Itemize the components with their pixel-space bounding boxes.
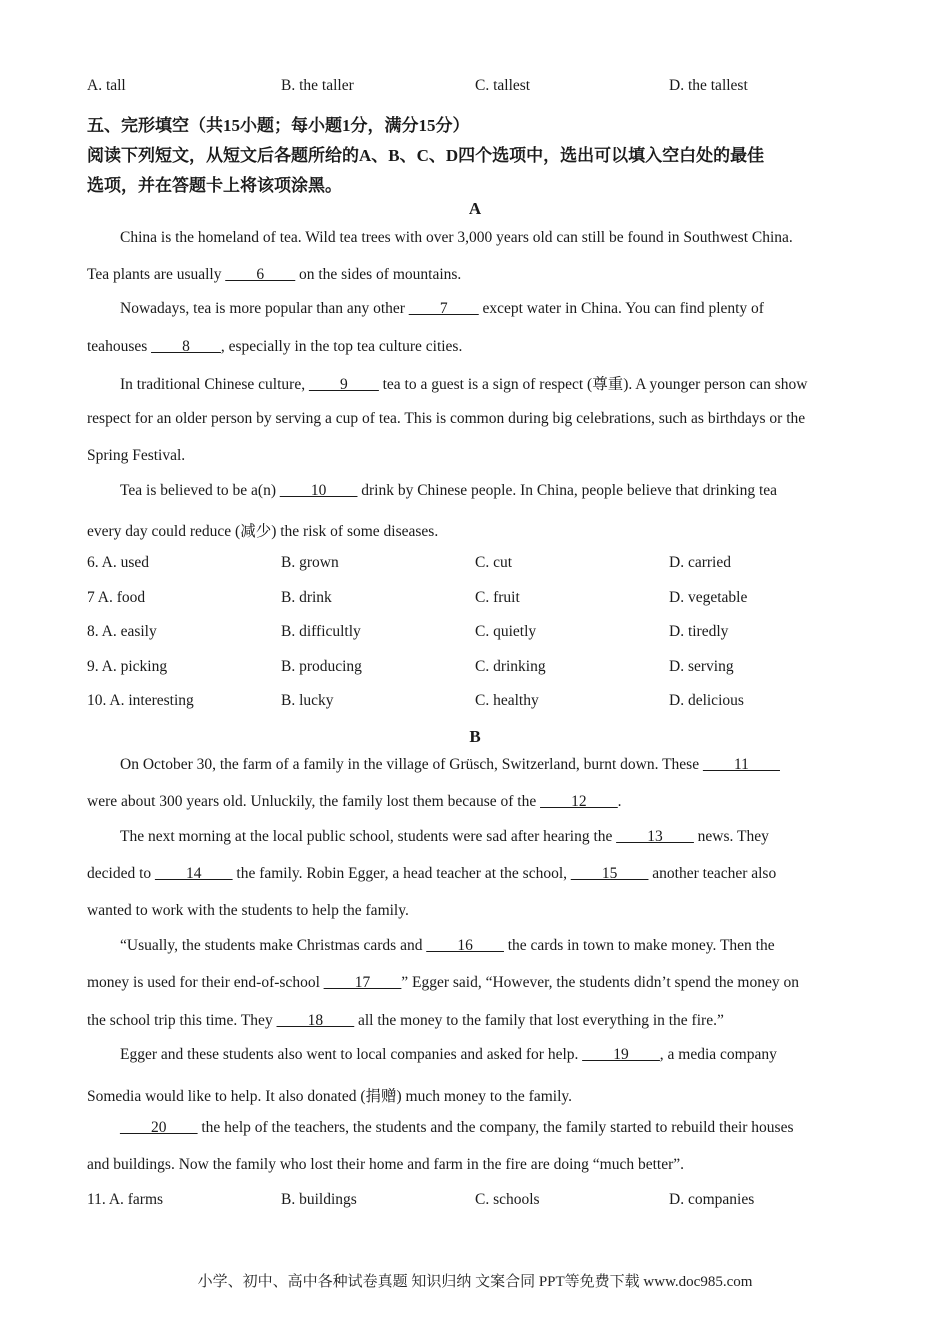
- option-a: 9. A. picking: [87, 658, 168, 675]
- question-7-options: [87, 589, 887, 611]
- passage-b-line-2: were about 300 years old. Unluckily, the family lost them because of the ____12____.: [87, 793, 622, 810]
- option-a: 6. A. used: [87, 554, 149, 571]
- question-8-options: [87, 623, 887, 645]
- blank-9: ____9____: [308, 376, 379, 393]
- question-6-options: [87, 554, 887, 576]
- option-c: C. tallest: [475, 77, 531, 94]
- passage-a-label: A: [468, 199, 482, 218]
- passage-b-line-7: money is used for their end-of-school ____17____” Egger said, “However, the students didn’t spend the money on: [87, 974, 799, 991]
- blank-12: ____12____: [540, 793, 618, 810]
- option-b: B. difficultly: [281, 623, 361, 640]
- passage-b-line-3: The next morning at the local public school, students were sad after hearing the ____13____ news. They: [120, 828, 769, 845]
- question-9-options: [87, 658, 887, 680]
- option-c: C. drinking: [475, 658, 546, 675]
- blank-7: ____7____: [408, 300, 479, 317]
- blank-19: ____19____: [582, 1046, 660, 1063]
- option-d: D. the tallest: [669, 77, 748, 94]
- section-instruction-line1: 阅读下列短文，从短文后各题所给的A、B、C、D四个选项中，选出可以填入空白处的最佳: [87, 146, 765, 165]
- section-instruction-line2: 选项，并在答题卡上将该项涂黑。: [87, 176, 342, 195]
- option-a: A. tall: [87, 77, 126, 94]
- passage-b-line-9: Egger and these students also went to local companies and asked for help. ____19____, a media company: [120, 1046, 777, 1063]
- passage-a-line-1: China is the homeland of tea. Wild tea trees with over 3,000 years old can still be found in Southwest China.: [120, 229, 793, 246]
- option-c: C. quietly: [475, 623, 537, 640]
- option-a: 11. A. farms: [87, 1191, 164, 1208]
- passage-b-line-5: wanted to work with the students to help the family.: [87, 902, 409, 919]
- question-11-options: [87, 1191, 887, 1213]
- option-d: D. tiredly: [669, 623, 729, 640]
- option-b: B. grown: [281, 554, 339, 571]
- passage-b-line-12: and buildings. Now the family who lost their home and farm in the fire are doing “much better”.: [87, 1156, 685, 1173]
- option-c: C. cut: [475, 554, 513, 571]
- passage-a-line-6: respect for an older person by serving a cup of tea. This is common during big celebrations, such as birthdays or the: [87, 410, 806, 427]
- question-10-options: [87, 692, 887, 714]
- passage-a-line-8: Tea is believed to be a(n) ____10____ drink by Chinese people. In China, people believe that drinking tea: [120, 482, 778, 499]
- blank-18: ____18____: [276, 1012, 355, 1029]
- option-a: 8. A. easily: [87, 623, 157, 640]
- option-d: D. serving: [669, 658, 734, 675]
- option-d: D. companies: [669, 1191, 755, 1208]
- option-c: C. schools: [475, 1191, 540, 1208]
- passage-b-line-4: decided to ____14____ the family. Robin Egger, a head teacher at the school, ____15____ another teacher also: [87, 865, 777, 882]
- passage-b-label: B: [469, 727, 481, 746]
- blank-20: ____20____: [120, 1119, 198, 1136]
- option-d: D. carried: [669, 554, 731, 571]
- option-a: 7 A. food: [87, 589, 146, 606]
- passage-b-line-6: “Usually, the students make Christmas cards and ____16____ the cards in town to make money. Then the: [120, 937, 775, 954]
- blank-11: ____11____: [702, 756, 780, 773]
- passage-a-line-5: In traditional Chinese culture, ____9____ tea to a guest is a sign of respect (尊重). A younger person can show: [120, 376, 808, 393]
- option-b: B. drink: [281, 589, 332, 606]
- passage-b-line-10: Somedia would like to help. It also donated (捐赠) much money to the family.: [87, 1088, 572, 1105]
- option-d: D. delicious: [669, 692, 744, 709]
- passage-a-line-2: Tea plants are usually ____6____ on the sides of mountains.: [87, 266, 462, 283]
- blank-10: ____10____: [279, 482, 358, 499]
- option-a: 10. A. interesting: [87, 692, 194, 709]
- passage-a-line-4: teahouses ____8____, especially in the top tea culture cities.: [87, 338, 463, 355]
- question-5-options: [87, 77, 887, 99]
- passage-a-line-7: Spring Festival.: [87, 447, 186, 464]
- passage-b-line-1: On October 30, the farm of a family in the village of Grüsch, Switzerland, burnt down. These ____11____: [120, 756, 780, 773]
- passage-b-line-8: the school trip this time. They ____18____ all the money to the family that lost everything in the fire.”: [87, 1012, 724, 1029]
- option-b: B. lucky: [281, 692, 334, 709]
- blank-16: ____16____: [426, 937, 504, 954]
- blank-8: ____8____: [151, 338, 221, 355]
- section-heading: 五、完形填空（共15小题；每小题1分，满分15分）: [87, 116, 470, 135]
- passage-a-line-9: every day could reduce (减少) the risk of some diseases.: [87, 523, 439, 540]
- blank-15: ____15____: [570, 865, 649, 882]
- option-b: B. the taller: [281, 77, 354, 94]
- blank-17: ____17____: [323, 974, 402, 991]
- blank-13: ____13____: [616, 828, 694, 845]
- blank-6: ____6____: [225, 266, 296, 283]
- option-c: C. fruit: [475, 589, 520, 606]
- option-c: C. healthy: [475, 692, 539, 709]
- passage-a-line-3: Nowadays, tea is more popular than any other ____7____ except water in China. You can find plenty of: [120, 300, 764, 317]
- option-b: B. producing: [281, 658, 362, 675]
- passage-b-line-11: ____20____ the help of the teachers, the students and the company, the family started to rebuild their houses: [120, 1119, 794, 1136]
- option-b: B. buildings: [281, 1191, 357, 1208]
- option-d: D. vegetable: [669, 589, 748, 606]
- page-footer: 小学、初中、高中各种试卷真题 知识归纳 文案合同 PPT等免费下载 www.doc985.com: [197, 1274, 753, 1290]
- blank-14: ____14____: [155, 865, 233, 882]
